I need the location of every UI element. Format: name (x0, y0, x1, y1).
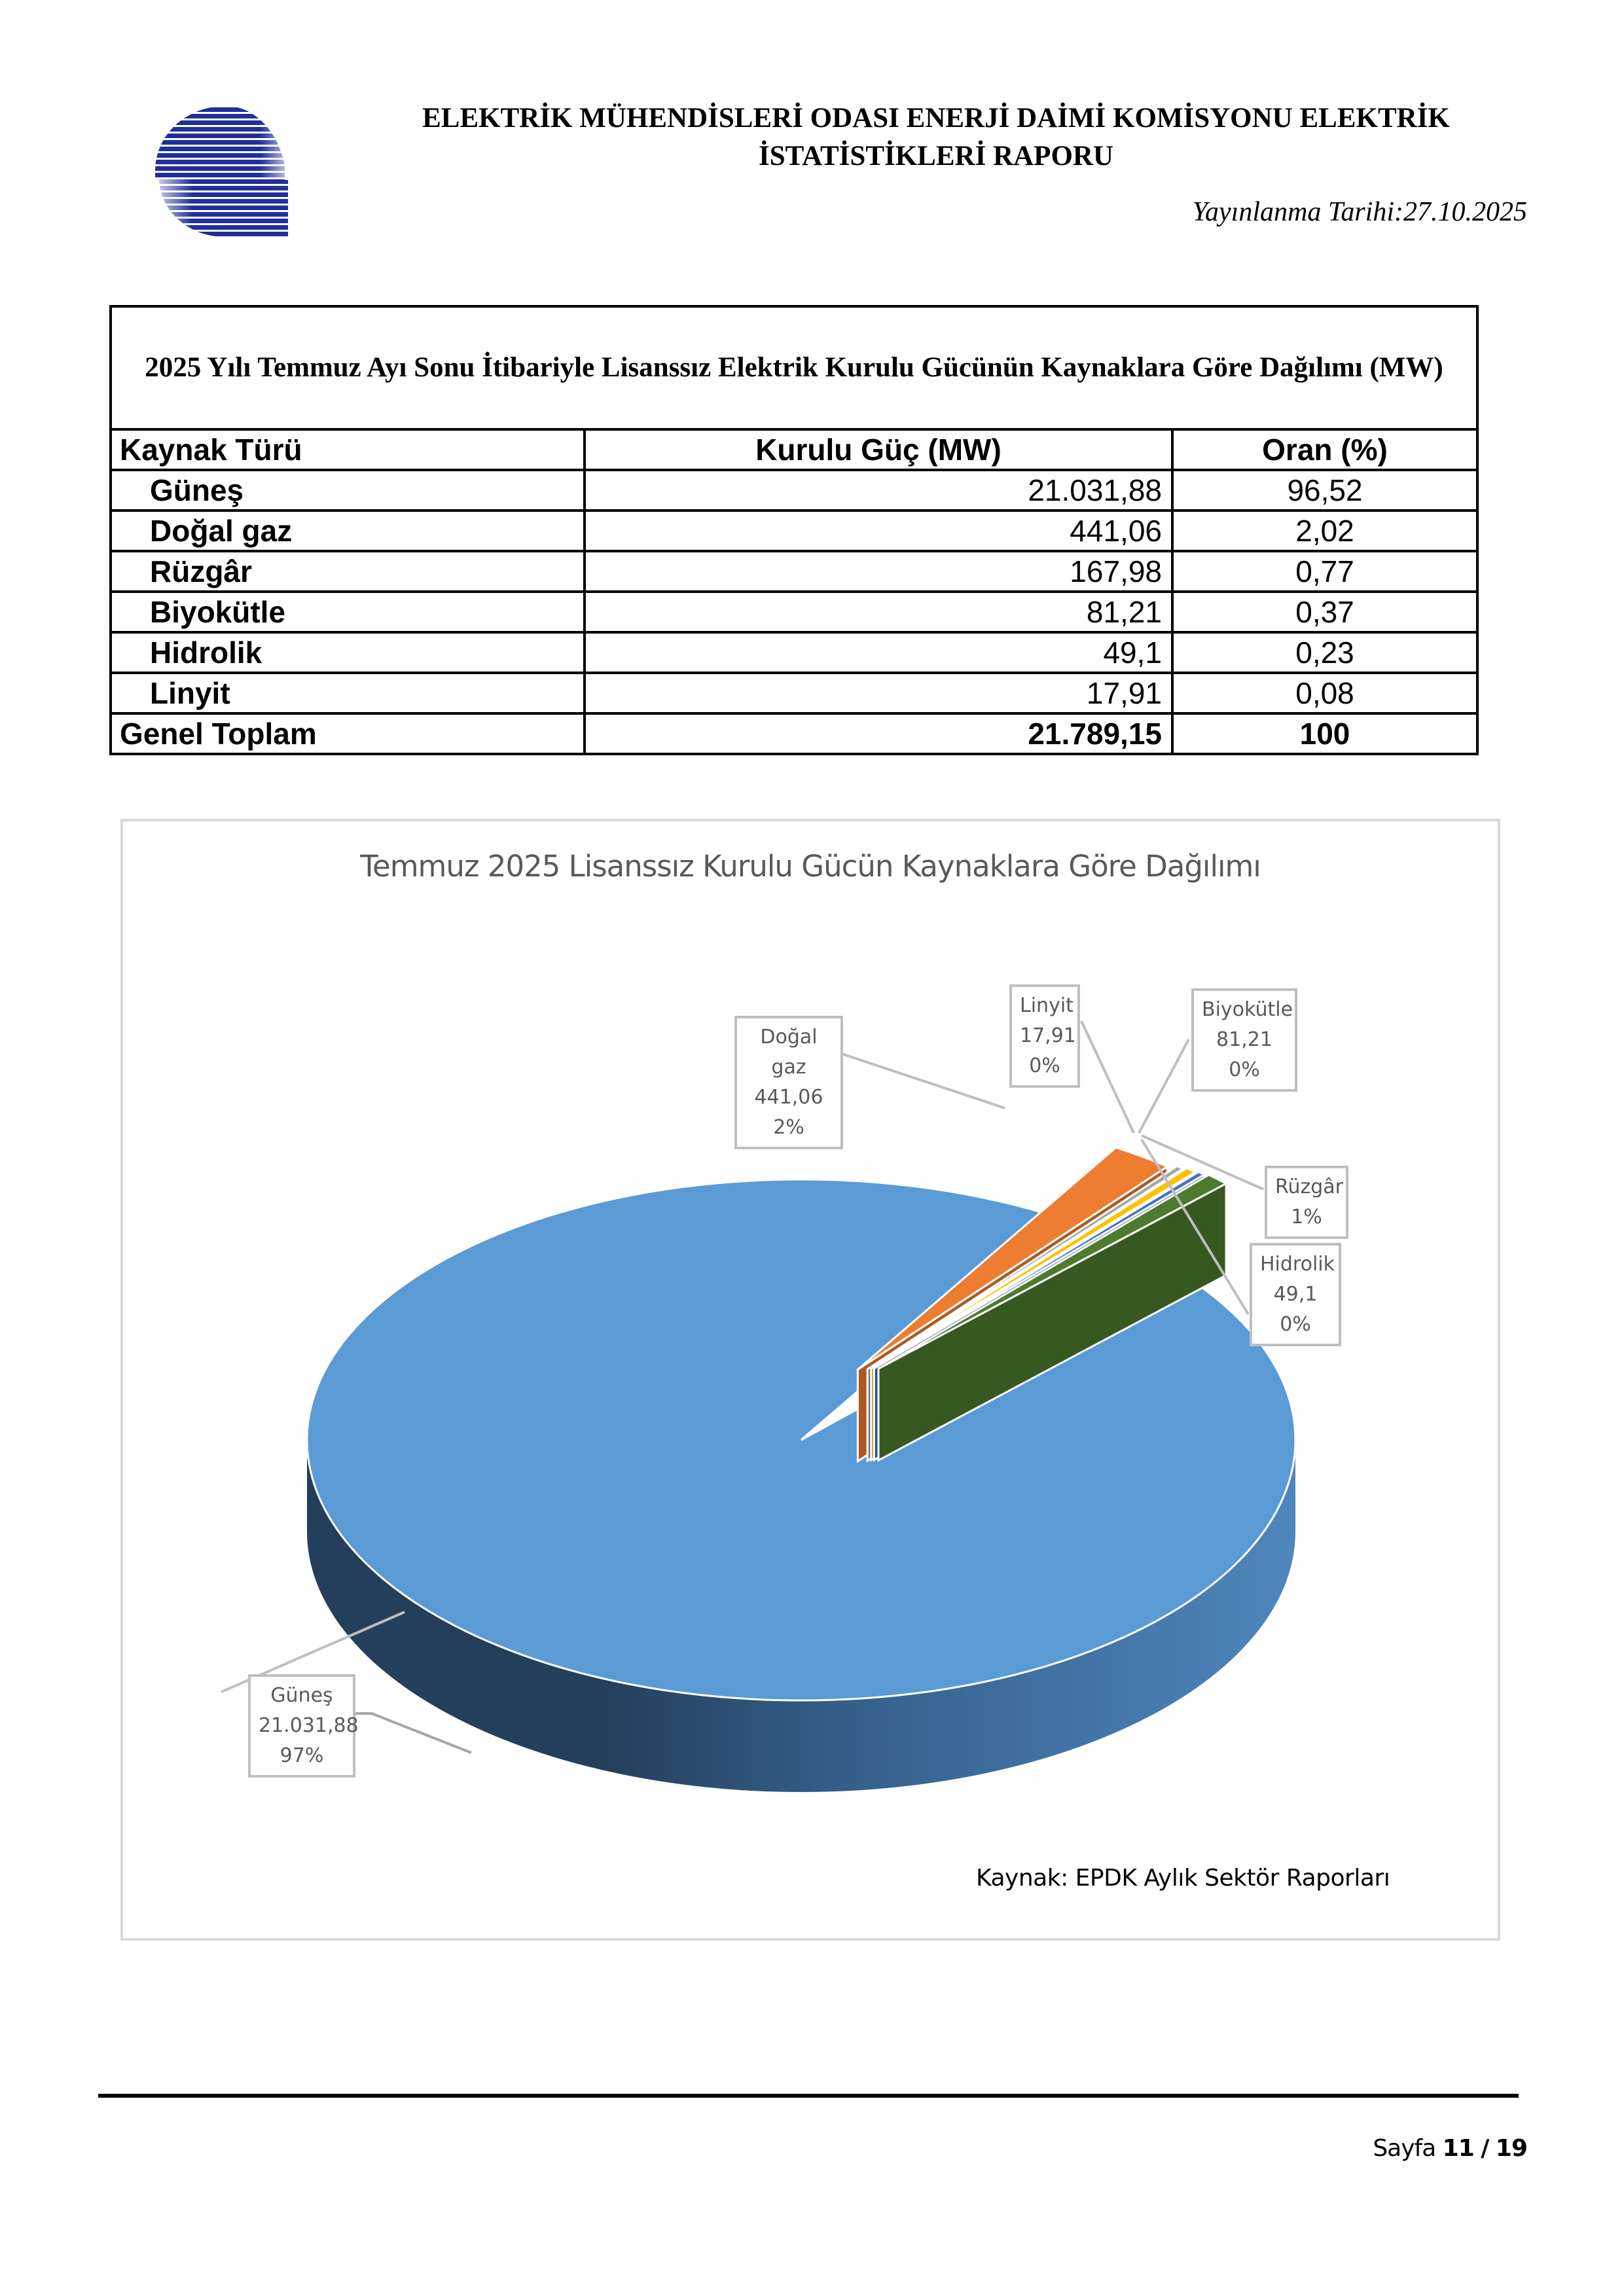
logo-stripe (147, 147, 298, 151)
logo-stripe (147, 160, 298, 164)
data-label-percent: 2% (773, 1116, 804, 1139)
column-header-power: Kurulu Güç (MW) (585, 429, 1172, 470)
data-label-value: 21.031,88 (259, 1714, 359, 1737)
data-label-percent: 0% (1229, 1058, 1260, 1081)
source-name: Doğal gaz (111, 511, 585, 551)
page-total: 19 (1495, 2135, 1527, 2162)
publication-date-label: Yayınlanma Tarihi: (1192, 197, 1403, 227)
emo-logo-icon (147, 98, 298, 245)
share-percent: 96,52 (1172, 470, 1477, 511)
logo-stripe (147, 225, 298, 230)
chart-title: Temmuz 2025 Lisanssız Kurulu Gücün Kaynaklara Göre Dağılımı (360, 849, 1261, 884)
logo-stripe (147, 192, 298, 197)
table-row (111, 470, 1477, 511)
installed-power: 17,91 (585, 673, 1172, 713)
leader-line (355, 1713, 471, 1753)
logo-stripe (147, 186, 298, 190)
installed-power: 49,1 (585, 632, 1172, 673)
report-title (367, 99, 1506, 175)
logo-stripe (147, 107, 298, 112)
table-row (111, 511, 1477, 551)
publication-date-value: 27.10.2025 (1403, 197, 1527, 227)
logo-stripe (147, 199, 298, 204)
page-number (1373, 2135, 1527, 2162)
data-label-value: 81,21 (1216, 1028, 1272, 1051)
table-row (111, 673, 1477, 713)
chart-source-note: Kaynak: EPDK Aylık Sektör Raporları (976, 1865, 1390, 1892)
table-row (111, 551, 1477, 592)
total-power: 21.789,15 (585, 713, 1172, 754)
installed-power: 441,06 (585, 511, 1172, 551)
logo-stripe (147, 127, 298, 132)
logo-stripe (147, 120, 298, 125)
share-percent: 0,23 (1172, 632, 1477, 673)
column-header-source: Kaynak Türü (111, 429, 585, 470)
table-header-row (111, 429, 1477, 470)
leader-line (1139, 1039, 1189, 1133)
logo-stripe (147, 134, 298, 138)
table-total-row (111, 713, 1477, 754)
data-label-percent: 0% (1280, 1313, 1311, 1336)
share-percent: 0,08 (1172, 673, 1477, 713)
data-label-category: Rüzgâr (1275, 1175, 1344, 1198)
data-label-category: Linyit (1020, 994, 1074, 1017)
data-label-hidrolik (1250, 1243, 1341, 1346)
installed-power: 21.031,88 (585, 470, 1172, 511)
data-label-percent: 0% (1029, 1054, 1060, 1077)
installed-power: 167,98 (585, 551, 1172, 592)
table-row (111, 592, 1477, 632)
capacity-table (109, 305, 1479, 755)
logo-stripe (147, 140, 298, 145)
leader-line (842, 1054, 1005, 1108)
data-label-value: 17,91 (1020, 1024, 1076, 1047)
data-label-percent: 97% (280, 1744, 324, 1767)
total-share: 100 (1172, 713, 1477, 754)
page-current: 11 (1442, 2135, 1474, 2162)
share-percent: 0,77 (1172, 551, 1477, 592)
data-label-value: 49,1 (1273, 1283, 1318, 1306)
data-label-category: Doğal gaz (760, 1026, 818, 1079)
logo-stripe (147, 173, 298, 177)
data-label-category: Güneş (270, 1684, 333, 1707)
share-percent: 2,02 (1172, 511, 1477, 551)
data-label-category: Biyokütle (1202, 998, 1293, 1021)
data-label-percent: 1% (1291, 1206, 1322, 1229)
installed-power: 81,21 (585, 592, 1172, 632)
source-name: Linyit (111, 673, 585, 713)
source-name: Hidrolik (111, 632, 585, 673)
logo-stripe (147, 232, 298, 236)
page-separator: / (1481, 2135, 1489, 2162)
logo-stripe (147, 212, 298, 217)
total-label: Genel Toplam (111, 713, 585, 754)
share-percent: 0,37 (1172, 592, 1477, 632)
logo-stripe (147, 219, 298, 223)
data-label-category: Hidrolik (1260, 1253, 1335, 1276)
source-name: Biyokütle (111, 592, 585, 632)
report-title-line1: ELEKTRİK MÜHENDİSLERİ ODASI ENERJİ DAİMİ KOMİSYONU ELEKTRİK (422, 103, 1450, 134)
data-label-r-zg-r (1265, 1166, 1348, 1239)
logo-stripe (147, 206, 298, 210)
logo-stripe (147, 166, 298, 171)
leader-line (1081, 1021, 1134, 1133)
page-label: Sayfa (1373, 2135, 1436, 2162)
footer-divider (98, 2094, 1519, 2098)
table-row (111, 632, 1477, 673)
logo-stripe (147, 179, 298, 184)
logo-stripe (147, 153, 298, 158)
source-name: Rüzgâr (111, 551, 585, 592)
pie-chart (120, 819, 1500, 1941)
publication-date (1193, 196, 1528, 228)
report-title-line2: İSTATİSTİKLERİ RAPORU (758, 141, 1113, 171)
table-caption: 2025 Yılı Temmuz Ayı Sonu İtibariyle Lisanssız Elektrik Kurulu Gücünün Kaynaklara Göre Dağılımı (MW) (111, 306, 1477, 429)
source-name: Güneş (111, 470, 585, 511)
data-label-do-al-gaz (734, 1016, 843, 1149)
data-label-g-ne- (248, 1674, 359, 1778)
column-header-share: Oran (%) (1172, 429, 1477, 470)
data-label-biyok-tle (1191, 988, 1297, 1092)
data-label-value: 441,06 (754, 1086, 823, 1109)
logo-stripe (147, 114, 298, 118)
data-label-linyit (1009, 984, 1080, 1088)
